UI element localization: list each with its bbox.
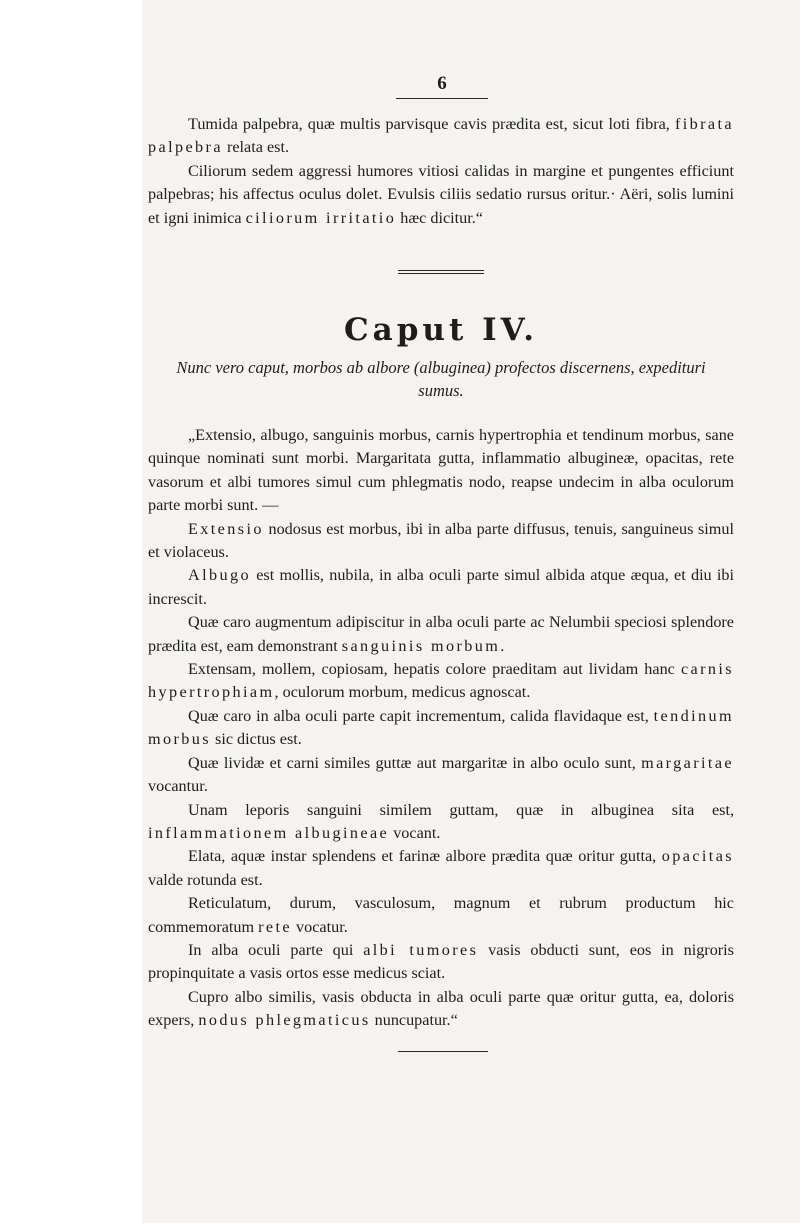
text-run: Reticulatum, durum, vasculosum, magnum et rubrum productum hic commemoratum [148, 894, 734, 936]
text-run: Elata, aquæ instar splendens et farinæ albore prædita quæ oritur gutta, [188, 847, 662, 866]
chapter-title: Caput IV. [343, 312, 538, 348]
header-rule [396, 98, 488, 99]
left-margin [0, 0, 142, 1223]
spaced-term: fibrata palpebra [148, 115, 734, 157]
paragraph [148, 939, 734, 986]
text-run: sic dictus est. [210, 730, 302, 749]
spaced-term: Albugo [188, 566, 251, 585]
text-run: valde rotunda est. [148, 870, 263, 889]
text-run: Quæ caro augmentum adipiscitur in alba oculi parte ac Nelumbii speciosi splendore prædita est, eam demonstrant [148, 613, 734, 655]
text-run: Quæ caro in alba oculi parte capit incrementum, calida flavidaque est, [188, 706, 654, 725]
text-run: relata est. [222, 138, 289, 157]
intro-text [148, 113, 734, 230]
spaced-term: opacitas [661, 847, 734, 866]
text-run: vocatur. [292, 917, 348, 936]
text-run: vocant. [389, 823, 441, 842]
text-run: Tumida palpebra, quæ multis parvisque cavis prædita est, sicut loti fibra, [188, 115, 675, 133]
text-run: hæc dicitur.“ [396, 208, 483, 227]
text-run: Cupro albo similis, vasis obducta in alba oculi parte quæ oritur gutta, ea, doloris expers, [148, 987, 734, 1030]
paragraph [148, 518, 734, 565]
spaced-term: tendinum morbus [148, 706, 734, 749]
section-divider [398, 270, 484, 274]
paragraph [148, 113, 734, 160]
paragraph [148, 564, 734, 611]
text-run: Extensam, mollem, copiosam, hepatis colore praeditam aut lividam hanc [188, 660, 681, 679]
paragraph [148, 845, 734, 892]
paragraph [148, 658, 734, 705]
chapter-subtitle: Nunc vero caput, morbos ab albore (albuginea) profectos discernens, expedituri sumus. [176, 358, 706, 400]
text-run: nodosus est morbus, ibi in alba parte diffusus, tenuis, sanguineus simul et violaceus. [148, 519, 734, 562]
paragraph [148, 986, 734, 1033]
page-number: 6 [437, 73, 447, 94]
text-run: „Extensio, albugo, sanguinis morbus, carnis hypertrophia et tendinum morbus, sane quinque nominati sunt morbi. Margaritata gutta, inflammatio albugineæ, opacitas, rete vasorum et albi tumores simul cum phlegmatis nodo, reapse undecim in alba oculorum parte morbi sunt. — [148, 426, 734, 515]
paragraph [148, 799, 734, 846]
spaced-term: nodus phlegmaticus [198, 1011, 371, 1030]
spaced-term: sanguinis morbum [341, 636, 501, 655]
text-run: Unam leporis sanguini similem guttam, quæ in albuginea sita est, [188, 800, 734, 819]
footer-rule [398, 1051, 488, 1052]
text-run: vocantur. [148, 777, 208, 796]
paragraph [148, 752, 734, 799]
text-run: nuncupatur.“ [370, 1011, 458, 1030]
spaced-term: carnis hypertrophiam [148, 660, 734, 702]
text-run: vasis obducti sunt, eos in nigroris propinquitate a vasis ortos esse medicus sciat. [148, 940, 734, 983]
paragraph [148, 892, 734, 939]
chapter-body [148, 424, 734, 1033]
spaced-term: albi tumores [363, 940, 479, 959]
spaced-term: Extensio [188, 519, 264, 538]
spaced-term: margaritae [641, 753, 734, 772]
paragraph [148, 424, 734, 518]
spaced-term: ciliorum irritatio [245, 208, 397, 227]
paragraph [148, 611, 734, 658]
spaced-term: rete [258, 917, 292, 936]
spaced-term: inflammationem albugineae [148, 823, 390, 842]
text-run: Ciliorum sedem aggressi humores vitiosi calidas in margine et pungentes efficiunt palpebras; his affectus oculus dolet. Evulsis ciliis sedatio rursus oritur.· Aëri, solis lumini et igni inimica [148, 161, 734, 227]
text-run: est mollis, nubila, in alba oculi parte simul albida atque æqua, et diu ibi increscit. [148, 566, 734, 608]
text-run: . [500, 636, 505, 655]
text-run: In alba oculi parte qui [188, 940, 364, 959]
text-run: Quæ lividæ et carni similes guttæ aut margaritæ in albo oculo sunt, [188, 753, 642, 772]
paragraph [148, 705, 734, 752]
paragraph [148, 160, 734, 230]
text-run: , oculorum morbum, medicus agnoscat. [274, 683, 531, 702]
